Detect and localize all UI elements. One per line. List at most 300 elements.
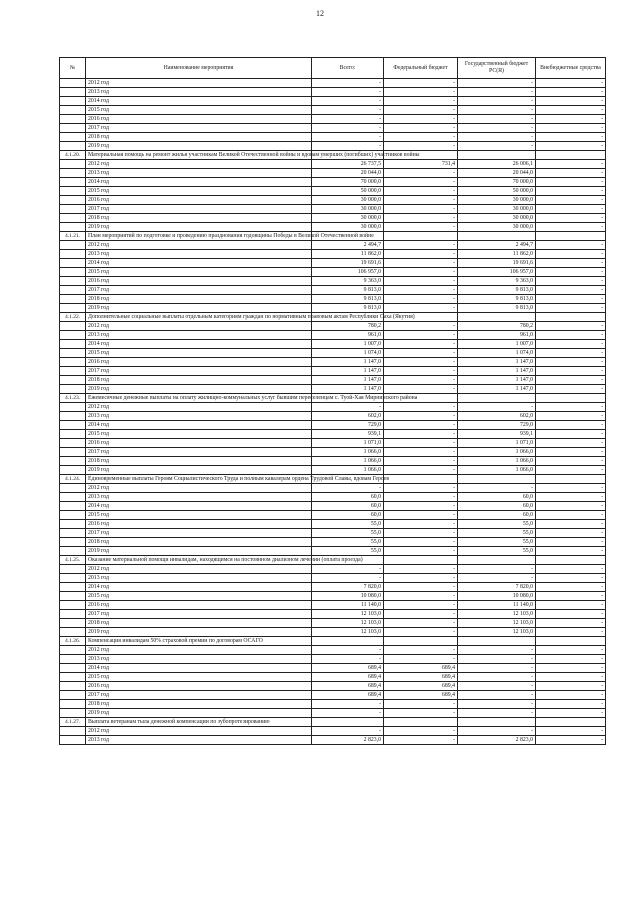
table-row — [60, 592, 606, 601]
total-cell: 2 823,0 — [312, 736, 384, 745]
total-cell: 30 000,0 — [312, 205, 384, 214]
activity-code-cell — [60, 322, 86, 331]
extrabudgetary-cell: - — [536, 493, 606, 502]
table-row — [60, 214, 606, 223]
state-cell: 2 823,0 — [458, 736, 536, 745]
state-cell: 19 691,6 — [458, 259, 536, 268]
state-cell: 30 000,0 — [458, 214, 536, 223]
total-cell: 50 000,0 — [312, 187, 384, 196]
table-row — [60, 79, 606, 88]
extrabudgetary-cell — [536, 394, 606, 403]
state-cell — [458, 718, 536, 727]
federal-cell: - — [384, 88, 458, 97]
year-cell: 2012 год — [86, 646, 312, 655]
state-cell: 30 000,0 — [458, 196, 536, 205]
activity-title-cell: План мероприятий по подготовке и проведению празднования годовщины Победы в Великой Отечественной войне — [86, 232, 312, 241]
total-cell: 1 147,0 — [312, 358, 384, 367]
table-row — [60, 142, 606, 151]
state-cell: 1 066,0 — [458, 466, 536, 475]
state-cell: 20 044,0 — [458, 169, 536, 178]
total-cell: 9 813,0 — [312, 304, 384, 313]
year-cell: 2014 год — [86, 340, 312, 349]
total-cell: - — [312, 133, 384, 142]
table-row — [60, 457, 606, 466]
extrabudgetary-cell: - — [536, 88, 606, 97]
state-cell: 9 363,0 — [458, 277, 536, 286]
extrabudgetary-cell — [536, 475, 606, 484]
year-cell: 2013 год — [86, 574, 312, 583]
total-cell: - — [312, 124, 384, 133]
extrabudgetary-cell: - — [536, 295, 606, 304]
state-cell — [458, 313, 536, 322]
federal-cell: - — [384, 178, 458, 187]
activity-title-row — [60, 637, 606, 646]
extrabudgetary-cell — [536, 556, 606, 565]
activity-code-cell — [60, 610, 86, 619]
year-cell: 2013 год — [86, 169, 312, 178]
table-row — [60, 169, 606, 178]
federal-cell: - — [384, 205, 458, 214]
federal-cell: - — [384, 421, 458, 430]
extrabudgetary-cell: - — [536, 403, 606, 412]
extrabudgetary-cell: - — [536, 223, 606, 232]
activity-code-cell — [60, 619, 86, 628]
activity-code-cell — [60, 448, 86, 457]
year-cell: 2016 год — [86, 520, 312, 529]
table-row — [60, 529, 606, 538]
federal-cell: - — [384, 196, 458, 205]
activity-code-cell — [60, 439, 86, 448]
total-cell: 10 080,0 — [312, 592, 384, 601]
state-cell — [458, 475, 536, 484]
year-cell: 2017 год — [86, 691, 312, 700]
total-cell: - — [312, 79, 384, 88]
state-cell: - — [458, 655, 536, 664]
federal-cell: - — [384, 376, 458, 385]
extrabudgetary-cell: - — [536, 241, 606, 250]
state-cell: - — [458, 727, 536, 736]
state-cell: 10 080,0 — [458, 592, 536, 601]
year-cell: 2018 год — [86, 295, 312, 304]
activity-code-cell: 4.1.27. — [60, 718, 86, 727]
year-cell: 2018 год — [86, 538, 312, 547]
year-cell: 2014 год — [86, 421, 312, 430]
activity-code-cell — [60, 682, 86, 691]
table-row — [60, 97, 606, 106]
state-cell: - — [458, 574, 536, 583]
table-row — [60, 304, 606, 313]
state-cell — [458, 556, 536, 565]
total-cell — [312, 637, 384, 646]
activity-title-row — [60, 232, 606, 241]
activity-title-row — [60, 151, 606, 160]
table-row — [60, 286, 606, 295]
federal-cell: - — [384, 358, 458, 367]
state-cell: - — [458, 106, 536, 115]
federal-cell: - — [384, 538, 458, 547]
federal-cell: - — [384, 106, 458, 115]
extrabudgetary-cell: - — [536, 115, 606, 124]
total-cell: 20 044,0 — [312, 169, 384, 178]
federal-cell: - — [384, 574, 458, 583]
header-total: Всего: — [312, 58, 384, 79]
federal-cell: - — [384, 655, 458, 664]
extrabudgetary-cell: - — [536, 79, 606, 88]
table-row — [60, 646, 606, 655]
federal-cell — [384, 637, 458, 646]
extrabudgetary-cell: - — [536, 205, 606, 214]
extrabudgetary-cell: - — [536, 673, 606, 682]
header-extrabudgetary: Внебюджетные средства — [536, 58, 606, 79]
activity-code-cell — [60, 115, 86, 124]
activity-code-cell — [60, 385, 86, 394]
federal-cell — [384, 232, 458, 241]
state-cell: 602,0 — [458, 412, 536, 421]
extrabudgetary-cell: - — [536, 520, 606, 529]
total-cell: 60,0 — [312, 511, 384, 520]
state-cell: - — [458, 709, 536, 718]
activity-code-cell — [60, 457, 86, 466]
extrabudgetary-cell: - — [536, 502, 606, 511]
extrabudgetary-cell: - — [536, 628, 606, 637]
state-cell: 1 007,0 — [458, 340, 536, 349]
year-cell: 2016 год — [86, 358, 312, 367]
extrabudgetary-cell: - — [536, 367, 606, 376]
total-cell: 729,0 — [312, 421, 384, 430]
extrabudgetary-cell: - — [536, 682, 606, 691]
table-row — [60, 385, 606, 394]
year-cell: 2017 год — [86, 367, 312, 376]
total-cell: 780,2 — [312, 322, 384, 331]
total-cell: 106 957,0 — [312, 268, 384, 277]
table-row — [60, 205, 606, 214]
total-cell: 9 813,0 — [312, 286, 384, 295]
table-row — [60, 133, 606, 142]
activity-code-cell — [60, 538, 86, 547]
federal-cell: - — [384, 331, 458, 340]
total-cell: 689,4 — [312, 664, 384, 673]
total-cell: - — [312, 709, 384, 718]
total-cell: 55,0 — [312, 538, 384, 547]
table-row — [60, 241, 606, 250]
year-cell: 2013 год — [86, 736, 312, 745]
table-row — [60, 709, 606, 718]
year-cell: 2019 год — [86, 304, 312, 313]
year-cell: 2018 год — [86, 376, 312, 385]
state-cell: 70 000,0 — [458, 178, 536, 187]
federal-cell: - — [384, 457, 458, 466]
activity-code-cell — [60, 664, 86, 673]
activity-code-cell — [60, 700, 86, 709]
total-cell: 30 000,0 — [312, 214, 384, 223]
extrabudgetary-cell: - — [536, 358, 606, 367]
extrabudgetary-cell: - — [536, 538, 606, 547]
state-cell — [458, 232, 536, 241]
table-row — [60, 187, 606, 196]
activity-code-cell — [60, 169, 86, 178]
total-cell: 70 000,0 — [312, 178, 384, 187]
total-cell: 961,0 — [312, 331, 384, 340]
budget-table — [59, 57, 606, 745]
total-cell: 689,4 — [312, 673, 384, 682]
year-cell: 2014 год — [86, 259, 312, 268]
table-row — [60, 682, 606, 691]
activity-code-cell — [60, 79, 86, 88]
extrabudgetary-cell: - — [536, 142, 606, 151]
table-row — [60, 691, 606, 700]
table-row — [60, 655, 606, 664]
table-row — [60, 331, 606, 340]
header-activity-name: Наименование мероприятия — [86, 58, 312, 79]
table-row — [60, 124, 606, 133]
total-cell: - — [312, 115, 384, 124]
federal-cell: - — [384, 340, 458, 349]
federal-cell: - — [384, 511, 458, 520]
table-row — [60, 484, 606, 493]
extrabudgetary-cell: - — [536, 250, 606, 259]
year-cell: 2015 год — [86, 430, 312, 439]
activity-code-cell — [60, 484, 86, 493]
table-row — [60, 88, 606, 97]
activity-title-row — [60, 556, 606, 565]
total-cell: 30 000,0 — [312, 223, 384, 232]
activity-title-cell: Дополнительные социальные выплаты отдельным категориям граждан по нормативным правовым актам Республики Саха (Якутия) — [86, 313, 312, 322]
table-row — [60, 295, 606, 304]
state-cell: 55,0 — [458, 529, 536, 538]
state-cell: 1 066,0 — [458, 457, 536, 466]
state-cell: 9 813,0 — [458, 286, 536, 295]
federal-cell: - — [384, 646, 458, 655]
activity-code-cell — [60, 214, 86, 223]
total-cell: - — [312, 97, 384, 106]
extrabudgetary-cell — [536, 232, 606, 241]
extrabudgetary-cell: - — [536, 268, 606, 277]
federal-cell: - — [384, 187, 458, 196]
activity-code-cell — [60, 376, 86, 385]
federal-cell: - — [384, 241, 458, 250]
total-cell: 11 140,0 — [312, 601, 384, 610]
table-row — [60, 250, 606, 259]
table-row — [60, 223, 606, 232]
federal-cell: 689,4 — [384, 673, 458, 682]
year-cell: 2012 год — [86, 484, 312, 493]
table-row — [60, 430, 606, 439]
federal-cell: - — [384, 259, 458, 268]
federal-cell: 689,4 — [384, 664, 458, 673]
total-cell: 689,4 — [312, 682, 384, 691]
activity-code-cell — [60, 655, 86, 664]
year-cell: 2014 год — [86, 97, 312, 106]
year-cell: 2013 год — [86, 493, 312, 502]
extrabudgetary-cell: - — [536, 709, 606, 718]
activity-code-cell — [60, 196, 86, 205]
activity-code-cell — [60, 268, 86, 277]
activity-code-cell — [60, 727, 86, 736]
activity-code-cell: 4.1.23. — [60, 394, 86, 403]
table-header-row — [60, 58, 606, 79]
federal-cell: - — [384, 79, 458, 88]
activity-code-cell — [60, 673, 86, 682]
extrabudgetary-cell: - — [536, 331, 606, 340]
federal-cell: - — [384, 439, 458, 448]
activity-title-cell: Компенсация инвалидам 50% страховой премии по договорам ОСАГО — [86, 637, 312, 646]
federal-cell: - — [384, 601, 458, 610]
extrabudgetary-cell: - — [536, 214, 606, 223]
table-row — [60, 367, 606, 376]
federal-cell: - — [384, 565, 458, 574]
federal-cell: - — [384, 142, 458, 151]
total-cell: - — [312, 106, 384, 115]
year-cell: 2016 год — [86, 115, 312, 124]
federal-cell: - — [384, 115, 458, 124]
activity-code-cell — [60, 583, 86, 592]
table-row — [60, 421, 606, 430]
state-cell — [458, 151, 536, 160]
activity-code-cell — [60, 502, 86, 511]
table-row — [60, 511, 606, 520]
extrabudgetary-cell: - — [536, 583, 606, 592]
state-cell: - — [458, 142, 536, 151]
year-cell: 2016 год — [86, 277, 312, 286]
activity-code-cell — [60, 547, 86, 556]
activity-title-cell: Ежемесячные денежные выплаты на оплату жилищно-коммунальных услуг бывшим переселенцам с. Туой-Хая Мирнинского района — [86, 394, 312, 403]
extrabudgetary-cell: - — [536, 187, 606, 196]
year-cell: 2014 год — [86, 178, 312, 187]
table-row — [60, 673, 606, 682]
activity-code-cell — [60, 529, 86, 538]
extrabudgetary-cell: - — [536, 421, 606, 430]
federal-cell: - — [384, 124, 458, 133]
extrabudgetary-cell: - — [536, 457, 606, 466]
state-cell: - — [458, 403, 536, 412]
activity-code-cell — [60, 88, 86, 97]
year-cell: 2012 год — [86, 79, 312, 88]
activity-code-cell — [60, 358, 86, 367]
extrabudgetary-cell: - — [536, 160, 606, 169]
extrabudgetary-cell: - — [536, 610, 606, 619]
federal-cell: - — [384, 133, 458, 142]
table-row — [60, 466, 606, 475]
federal-cell: - — [384, 385, 458, 394]
extrabudgetary-cell — [536, 718, 606, 727]
total-cell: - — [312, 646, 384, 655]
federal-cell: - — [384, 214, 458, 223]
activity-code-cell — [60, 259, 86, 268]
table-row — [60, 574, 606, 583]
extrabudgetary-cell: - — [536, 412, 606, 421]
year-cell: 2016 год — [86, 439, 312, 448]
total-cell: - — [312, 727, 384, 736]
federal-cell: - — [384, 286, 458, 295]
table-row — [60, 349, 606, 358]
table-row — [60, 520, 606, 529]
total-cell: 55,0 — [312, 547, 384, 556]
federal-cell: - — [384, 610, 458, 619]
table-row — [60, 115, 606, 124]
extrabudgetary-cell: - — [536, 322, 606, 331]
federal-cell: - — [384, 367, 458, 376]
extrabudgetary-cell: - — [536, 304, 606, 313]
year-cell: 2014 год — [86, 583, 312, 592]
state-cell: 1 074,0 — [458, 349, 536, 358]
extrabudgetary-cell: - — [536, 601, 606, 610]
extrabudgetary-cell: - — [536, 430, 606, 439]
table-row — [60, 322, 606, 331]
activity-title-cell: Оказание материальной помощи инвалидам, находящимся на постоянном диализном лечении (оплата проезда) — [86, 556, 312, 565]
federal-cell: - — [384, 412, 458, 421]
state-cell: - — [458, 133, 536, 142]
extrabudgetary-cell: - — [536, 178, 606, 187]
state-cell: 1 147,0 — [458, 385, 536, 394]
table-row — [60, 268, 606, 277]
state-cell: 55,0 — [458, 520, 536, 529]
state-cell: - — [458, 484, 536, 493]
federal-cell: - — [384, 727, 458, 736]
activity-code-cell — [60, 97, 86, 106]
total-cell: - — [312, 88, 384, 97]
activity-code-cell — [60, 709, 86, 718]
state-cell: - — [458, 97, 536, 106]
total-cell: 1 007,0 — [312, 340, 384, 349]
activity-code-cell — [60, 430, 86, 439]
extrabudgetary-cell: - — [536, 529, 606, 538]
year-cell: 2018 год — [86, 700, 312, 709]
year-cell: 2018 год — [86, 457, 312, 466]
federal-cell: 689,4 — [384, 691, 458, 700]
table-row — [60, 619, 606, 628]
federal-cell — [384, 475, 458, 484]
activity-code-cell — [60, 304, 86, 313]
year-cell: 2017 год — [86, 124, 312, 133]
activity-code-cell — [60, 403, 86, 412]
table-row — [60, 439, 606, 448]
activity-code-cell — [60, 241, 86, 250]
activity-title-row — [60, 313, 606, 322]
state-cell: 780,2 — [458, 322, 536, 331]
state-cell: - — [458, 673, 536, 682]
federal-cell: 689,4 — [384, 682, 458, 691]
state-cell: 1 147,0 — [458, 358, 536, 367]
total-cell: - — [312, 574, 384, 583]
federal-cell: - — [384, 250, 458, 259]
total-cell — [312, 718, 384, 727]
table-row — [60, 412, 606, 421]
table-row — [60, 628, 606, 637]
total-cell: 60,0 — [312, 502, 384, 511]
state-cell: - — [458, 115, 536, 124]
page-number: 12 — [316, 9, 324, 18]
table-row — [60, 358, 606, 367]
activity-code-cell — [60, 205, 86, 214]
year-cell: 2019 год — [86, 223, 312, 232]
table-row — [60, 700, 606, 709]
state-cell: 2 494,7 — [458, 241, 536, 250]
extrabudgetary-cell: - — [536, 547, 606, 556]
total-cell: 1 066,0 — [312, 466, 384, 475]
federal-cell: - — [384, 466, 458, 475]
table-row — [60, 403, 606, 412]
extrabudgetary-cell: - — [536, 619, 606, 628]
total-cell: - — [312, 403, 384, 412]
total-cell: 2 494,7 — [312, 241, 384, 250]
year-cell: 2015 год — [86, 268, 312, 277]
total-cell: 11 862,0 — [312, 250, 384, 259]
extrabudgetary-cell: - — [536, 691, 606, 700]
extrabudgetary-cell: - — [536, 727, 606, 736]
year-cell: 2019 год — [86, 628, 312, 637]
year-cell: 2015 год — [86, 673, 312, 682]
extrabudgetary-cell: - — [536, 97, 606, 106]
